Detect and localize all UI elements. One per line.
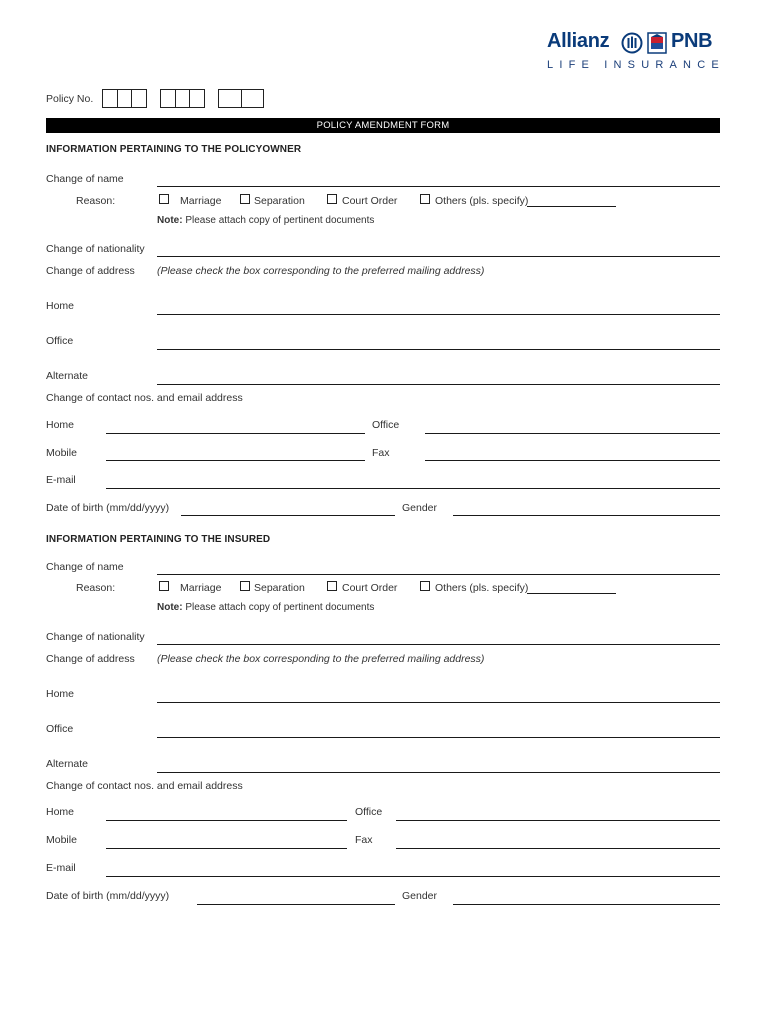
policyowner-gender-field[interactable] bbox=[453, 515, 720, 516]
policyowner-mobile-field[interactable] bbox=[106, 460, 365, 461]
policyowner-office-address-field[interactable] bbox=[157, 349, 720, 350]
change-of-name-label: Change of name bbox=[46, 561, 124, 573]
email-label: E-mail bbox=[46, 862, 76, 874]
note-label: Note: bbox=[157, 215, 183, 226]
insured-separation-checkbox[interactable] bbox=[240, 581, 250, 591]
gender-label: Gender bbox=[402, 890, 438, 902]
option-others: Others (pls. specify) bbox=[435, 582, 529, 594]
policyowner-others-checkbox[interactable] bbox=[420, 194, 430, 204]
option-separation: Separation bbox=[254, 195, 305, 207]
dob-label: Date of birth (mm/dd/yyyy) bbox=[46, 890, 170, 902]
reason-label: Reason: bbox=[76, 582, 116, 594]
policyowner-others-specify-field[interactable] bbox=[527, 206, 616, 207]
change-of-nationality-label: Change of nationality bbox=[46, 631, 145, 643]
option-separation: Separation bbox=[254, 582, 305, 594]
policyowner-name-field[interactable] bbox=[157, 186, 720, 187]
insured-home-address-field[interactable] bbox=[157, 702, 720, 703]
policyowner-home-address-field[interactable] bbox=[157, 314, 720, 315]
insured-dob-field[interactable] bbox=[197, 904, 395, 905]
insured-home-phone-field[interactable] bbox=[106, 820, 347, 821]
attachment-note bbox=[157, 602, 374, 613]
pnb-wordmark: PNB bbox=[671, 30, 713, 52]
alternate-address-label: Alternate bbox=[46, 758, 89, 770]
policy-number-group-2[interactable] bbox=[160, 89, 205, 108]
policyowner-separation-checkbox[interactable] bbox=[240, 194, 250, 204]
policyowner-office-phone-field[interactable] bbox=[425, 433, 720, 434]
insured-court-order-checkbox[interactable] bbox=[327, 581, 337, 591]
insured-email-field[interactable] bbox=[106, 876, 720, 877]
insured-fax-field[interactable] bbox=[396, 848, 720, 849]
address-hint: (Please check the box corresponding to the preferred mailing address) bbox=[157, 653, 485, 665]
home-address-label: Home bbox=[46, 688, 75, 700]
mobile-label: Mobile bbox=[46, 834, 77, 846]
option-others: Others (pls. specify) bbox=[435, 195, 529, 207]
option-court-order: Court Order bbox=[342, 582, 398, 594]
insured-nationality-field[interactable] bbox=[157, 644, 720, 645]
form-title-banner: POLICY AMENDMENT FORM bbox=[46, 118, 720, 133]
allianz-wordmark: Allianz bbox=[547, 30, 610, 52]
allianz-eagle-icon bbox=[621, 32, 643, 59]
change-of-name-label: Change of name bbox=[46, 173, 124, 185]
change-of-nationality-label: Change of nationality bbox=[46, 243, 145, 255]
contact-heading: Change of contact nos. and email address bbox=[46, 392, 243, 404]
policyowner-court-order-checkbox[interactable] bbox=[327, 194, 337, 204]
contact-office-label: Office bbox=[372, 419, 400, 431]
note-text: Please attach copy of pertinent documents bbox=[185, 602, 375, 613]
note-text: Please attach copy of pertinent documents bbox=[185, 215, 375, 226]
section-heading-insured: INFORMATION PERTAINING TO THE INSURED bbox=[46, 534, 271, 545]
insured-office-phone-field[interactable] bbox=[396, 820, 720, 821]
option-marriage: Marriage bbox=[180, 582, 222, 594]
home-address-label: Home bbox=[46, 300, 75, 312]
fax-label: Fax bbox=[372, 447, 390, 459]
change-of-address-label: Change of address bbox=[46, 653, 135, 665]
change-of-address-label: Change of address bbox=[46, 265, 135, 277]
policyowner-fax-field[interactable] bbox=[425, 460, 720, 461]
insured-office-address-field[interactable] bbox=[157, 737, 720, 738]
policy-number-label: Policy No. bbox=[46, 93, 94, 105]
policy-number-group-1[interactable] bbox=[102, 89, 147, 108]
address-hint: (Please check the box corresponding to the preferred mailing address) bbox=[157, 265, 485, 277]
office-address-label: Office bbox=[46, 335, 74, 347]
insured-others-specify-field[interactable] bbox=[527, 593, 616, 594]
policyowner-dob-field[interactable] bbox=[181, 515, 395, 516]
policyowner-alternate-address-field[interactable] bbox=[157, 384, 720, 385]
contact-heading: Change of contact nos. and email address bbox=[46, 780, 243, 792]
pnb-emblem-icon bbox=[647, 32, 667, 59]
fax-label: Fax bbox=[355, 834, 373, 846]
insured-mobile-field[interactable] bbox=[106, 848, 347, 849]
contact-office-label: Office bbox=[355, 806, 383, 818]
email-label: E-mail bbox=[46, 474, 76, 486]
mobile-label: Mobile bbox=[46, 447, 77, 459]
insured-name-field[interactable] bbox=[157, 574, 720, 575]
alternate-address-label: Alternate bbox=[46, 370, 89, 382]
policyowner-marriage-checkbox[interactable] bbox=[159, 194, 169, 204]
option-marriage: Marriage bbox=[180, 195, 222, 207]
reason-label: Reason: bbox=[76, 195, 116, 207]
policyowner-home-phone-field[interactable] bbox=[106, 433, 365, 434]
note-label: Note: bbox=[157, 602, 183, 613]
insured-gender-field[interactable] bbox=[453, 904, 720, 905]
gender-label: Gender bbox=[402, 502, 438, 514]
policyowner-nationality-field[interactable] bbox=[157, 256, 720, 257]
option-court-order: Court Order bbox=[342, 195, 398, 207]
policyowner-email-field[interactable] bbox=[106, 488, 720, 489]
policy-number-group-3[interactable] bbox=[218, 89, 264, 108]
brand-logo bbox=[547, 30, 727, 56]
attachment-note bbox=[157, 215, 374, 226]
insured-marriage-checkbox[interactable] bbox=[159, 581, 169, 591]
office-address-label: Office bbox=[46, 723, 74, 735]
insured-others-checkbox[interactable] bbox=[420, 581, 430, 591]
contact-home-label: Home bbox=[46, 419, 75, 431]
brand-subtitle: LIFE INSURANCE bbox=[547, 59, 725, 71]
section-heading-policyowner: INFORMATION PERTAINING TO THE POLICYOWNER bbox=[46, 144, 302, 155]
dob-label: Date of birth (mm/dd/yyyy) bbox=[46, 502, 170, 514]
insured-alternate-address-field[interactable] bbox=[157, 772, 720, 773]
contact-home-label: Home bbox=[46, 806, 75, 818]
